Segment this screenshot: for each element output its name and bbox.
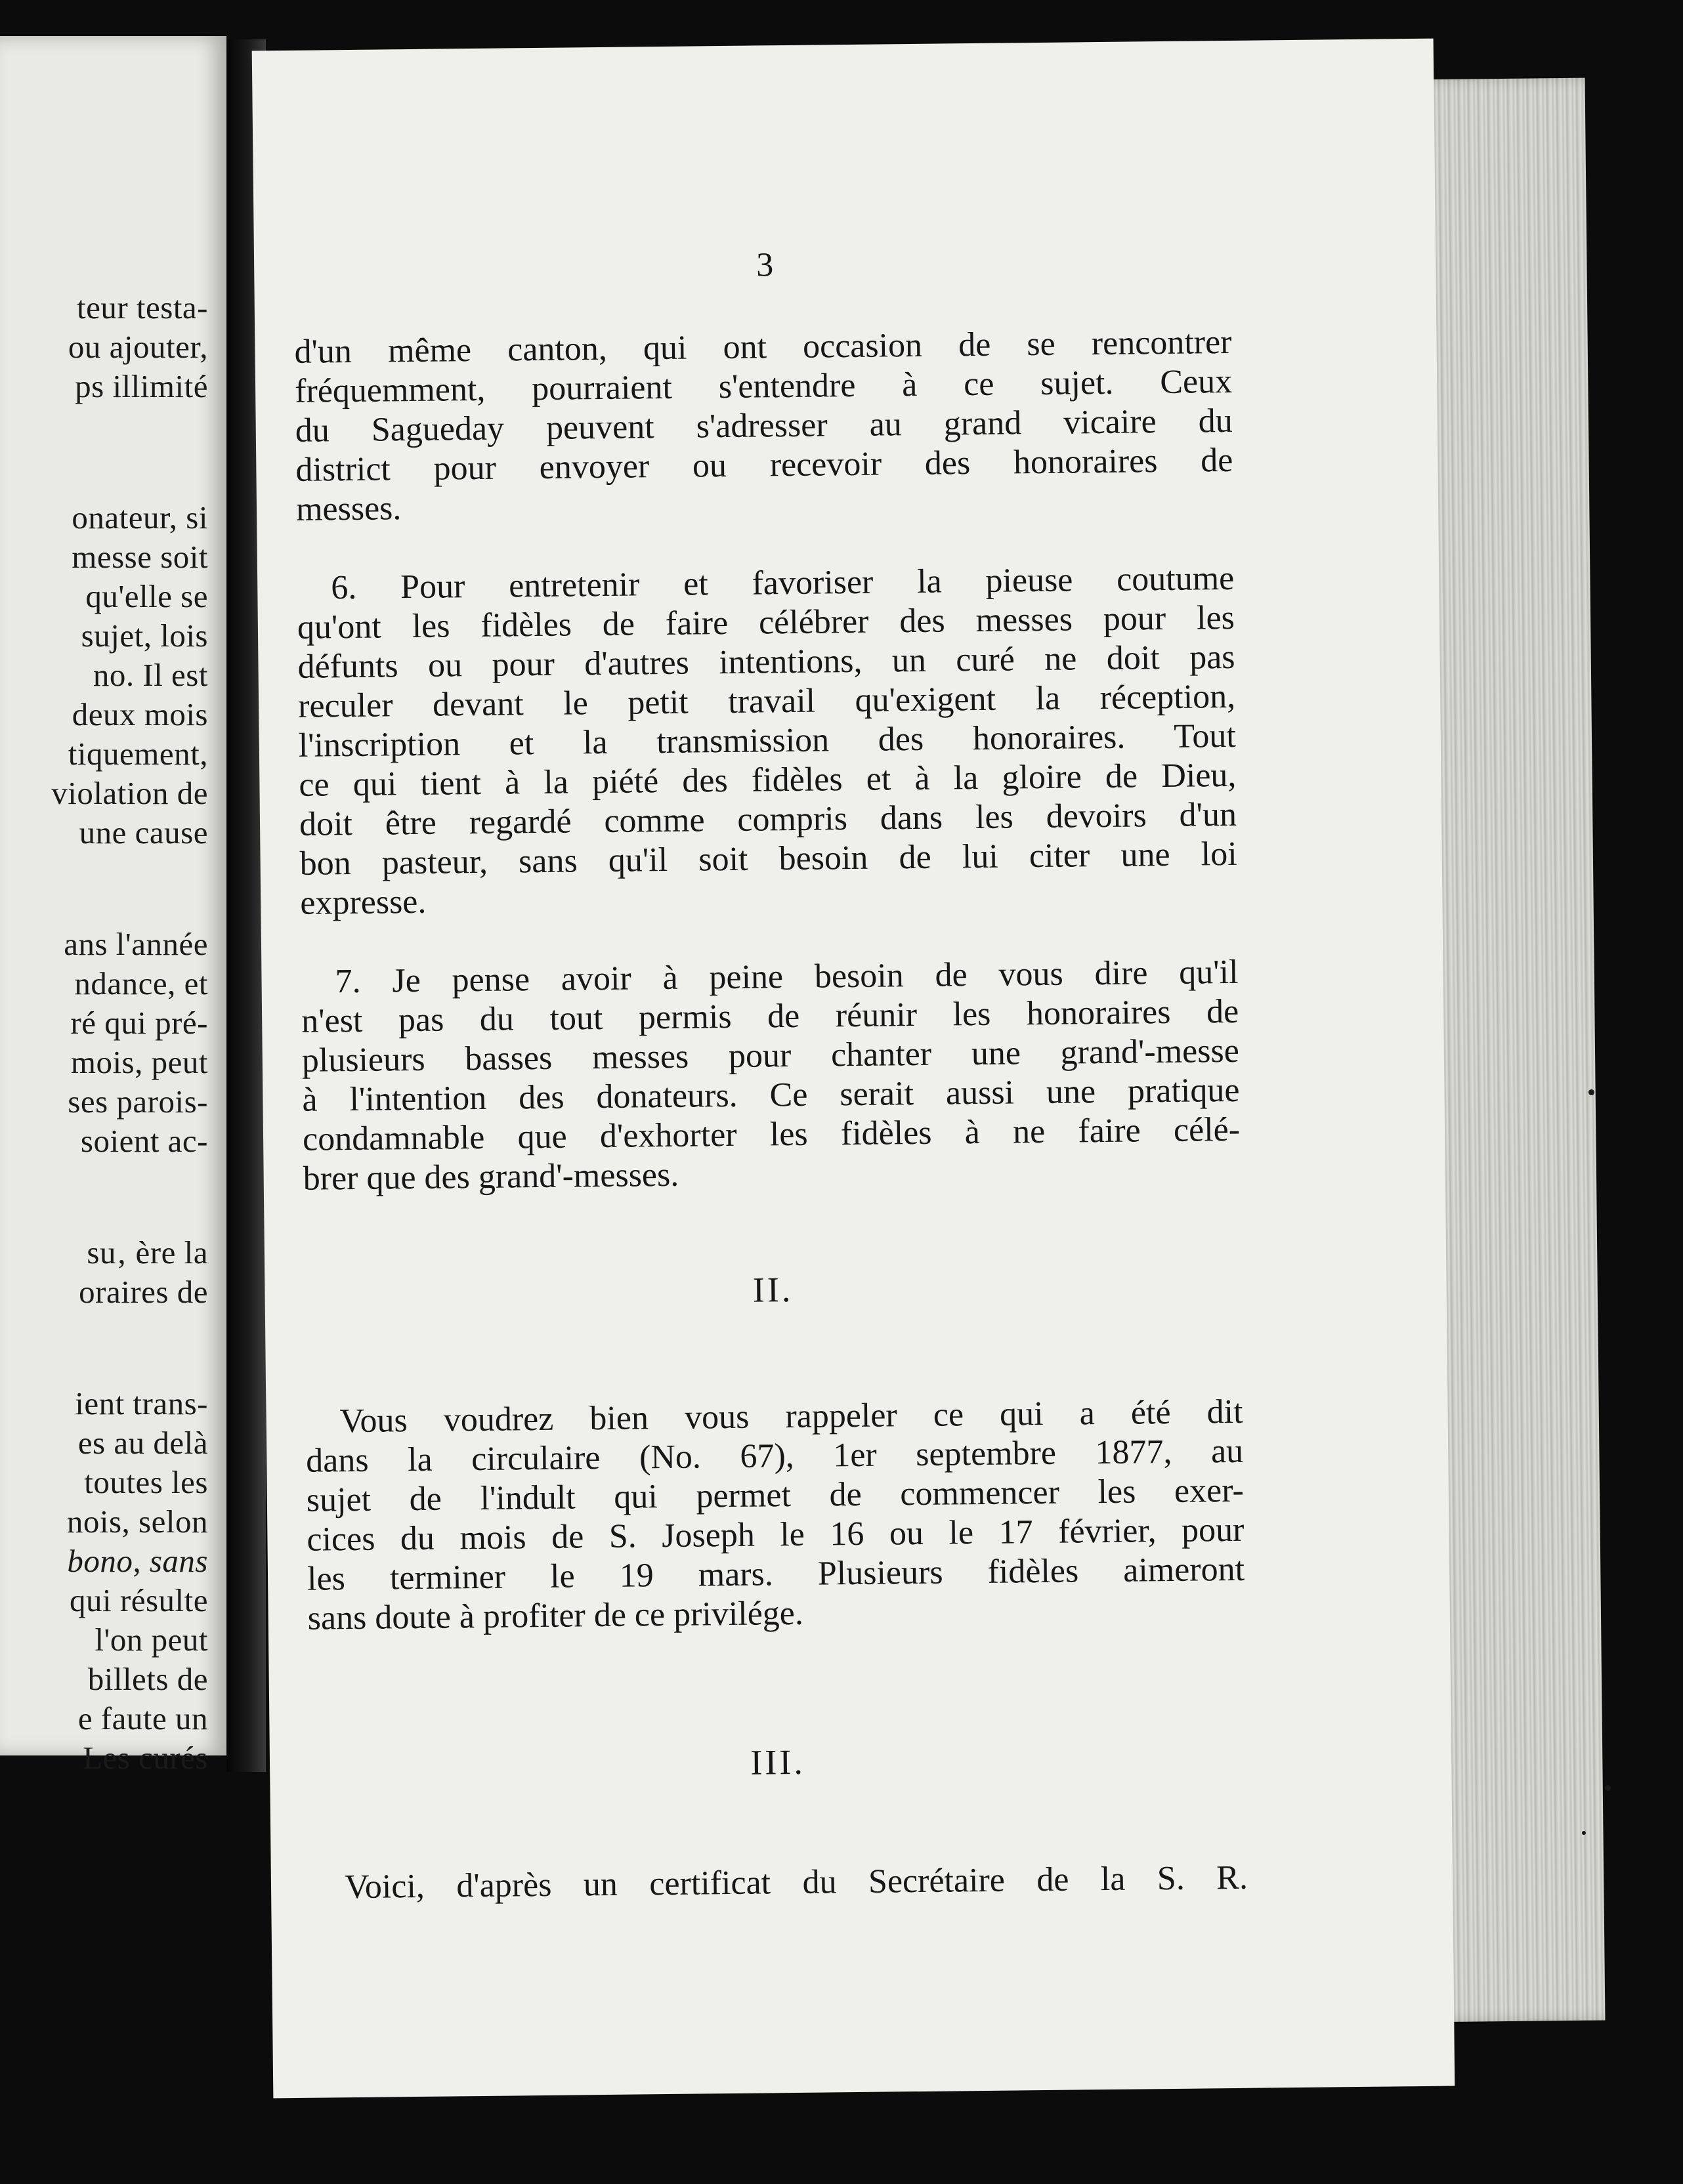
text-line: à l'intention des donateurs. Ce serait aussi une pratique [302, 1071, 1240, 1119]
left-page-line: ses parois- [68, 1083, 208, 1120]
text-line: 6. Pour entretenir et favoriser la pieuse coutume [330, 559, 1235, 607]
text-line: d'un même canton, qui ont occasion de se rencontrer [294, 323, 1232, 371]
text-line: qu'ont les fidèles de faire célébrer des messes pour les [297, 598, 1235, 646]
left-page-line: messe soit [72, 539, 208, 575]
text-line: expresse. [300, 883, 427, 922]
section-heading-iii: III. [750, 1742, 806, 1782]
left-page-line: ans l'année [64, 926, 208, 962]
left-page-line: Les curés [83, 1740, 208, 1776]
left-page-line: violation de [51, 775, 208, 811]
left-page-line: onateur, si [72, 499, 208, 536]
text-line: doit être regardé comme compris dans les devoirs d'un [299, 795, 1237, 843]
text-line: défunts ou pour d'autres intentions, un curé ne doit pas [297, 638, 1235, 686]
left-page-line: qu'elle se [85, 578, 208, 614]
left-page-line: ou ajouter, [68, 329, 208, 365]
page-number: 3 [756, 246, 774, 284]
text-line: n'est pas du tout permis de réunir les honoraires de [301, 992, 1239, 1040]
left-page-line: e faute un [77, 1700, 208, 1736]
text-line: ce qui tient à la piété des fidèles et à la gloire de Dieu, [299, 756, 1237, 804]
left-page-line: soient ac- [80, 1123, 208, 1159]
left-page [0, 36, 226, 1776]
text-line: 7. Je pense avoir à peine besoin de vous dire qu'il [335, 953, 1239, 1001]
left-page-line: sujet, lois [81, 618, 208, 654]
text-line: bon pasteur, sans qu'il soit besoin de lui citer une loi [299, 835, 1237, 883]
left-page-line: oraires de [79, 1274, 208, 1310]
left-page-line: bono, sans [67, 1543, 208, 1579]
right-page [252, 39, 1455, 2099]
text-line: brer que des grand'-messes. [303, 1156, 679, 1198]
text-line: Vous voudrez bien vous rappeler ce qui a été dit [339, 1393, 1243, 1440]
left-page-line: no. Il est [93, 657, 208, 693]
left-page-line: es au delà [77, 1425, 208, 1461]
left-page-line: toutes les [84, 1464, 208, 1500]
left-page-line: ré qui pré- [70, 1005, 208, 1041]
left-page-line: teur testa- [76, 289, 208, 326]
paragraph-continuation [252, 39, 1434, 528]
text-line: messes. [295, 490, 402, 528]
text-line: plusieurs basses messes pour chanter une grand'-messe [301, 1032, 1240, 1080]
left-page-line: nois, selon [66, 1503, 208, 1540]
text-line: fréquemment, pourraient s'entendre à ce sujet. Ceux [294, 362, 1233, 410]
scan-specks [1562, 1076, 1661, 1864]
text-line: sujet de l'indult qui permet de commencer les exer- [306, 1471, 1245, 1519]
left-page-line: qui résulte [70, 1582, 208, 1618]
left-page-line: deux mois [72, 696, 208, 732]
text-line: dans la circulaire (No. 67), 1er septembre 1877, au [305, 1432, 1244, 1480]
left-page-line: mois, peut [70, 1044, 208, 1080]
left-page-line: billets de [87, 1661, 208, 1697]
section-heading-ii: II. [752, 1269, 794, 1310]
left-page-line: l'on peut [95, 1622, 208, 1658]
text-line: du Sagueday peuvent s'adresser au grand vicaire du [295, 402, 1233, 450]
text-line: district pour envoyer ou recevoir des honoraires de [295, 441, 1233, 489]
text-line: sans doute à profiter de ce privilége. [307, 1594, 804, 1637]
left-page-line: ps illimité [75, 368, 208, 404]
left-page-line: ient trans- [75, 1385, 208, 1421]
left-page-line: une cause [79, 814, 208, 850]
text-line: condamnable que d'exhorter les fidèles à ne faire célé- [302, 1110, 1241, 1158]
left-page-line: tiquement, [68, 736, 208, 772]
left-page-line: su‚ ère la [87, 1234, 208, 1270]
text-line: l'inscription et la transmission des honoraires. Tout [298, 717, 1237, 765]
text-line: cices du mois de S. Joseph le 16 ou le 17 février, pour [307, 1511, 1245, 1559]
text-line: Voici, d'après un certificat du Secrétaire de la S. R. [344, 1858, 1248, 1906]
text-line: reculer devant le petit travail qu'exigent la réception, [297, 677, 1236, 725]
text-line: les terminer le 19 mars. Plusieurs fidèles aimeront [307, 1550, 1245, 1598]
left-page-line: ndance, et [74, 965, 208, 1001]
